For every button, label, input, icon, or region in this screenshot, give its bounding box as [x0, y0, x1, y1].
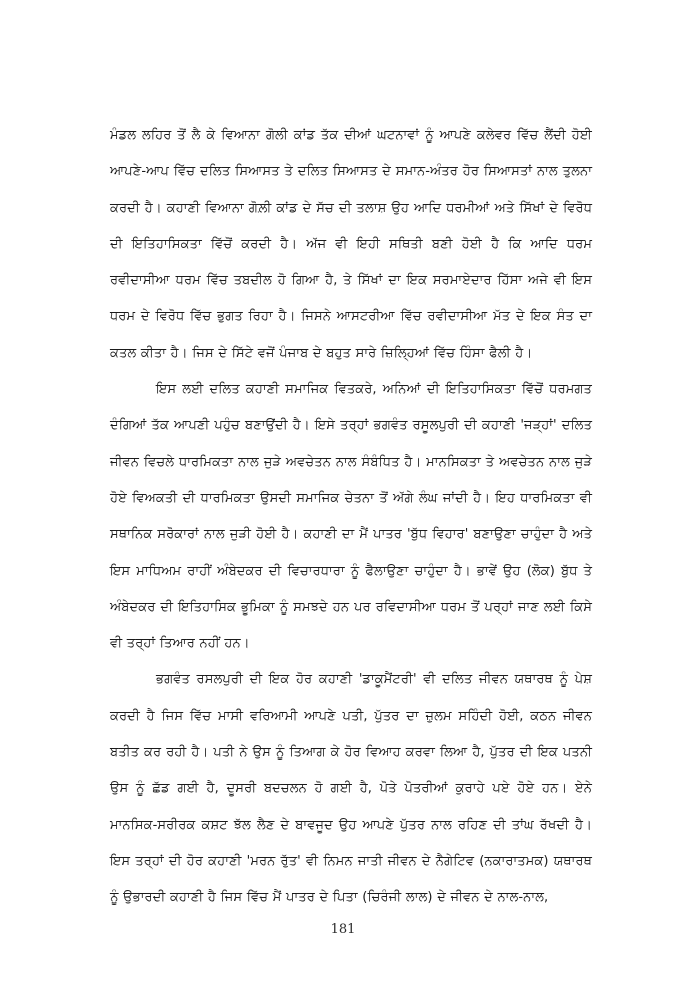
page-number: 181: [330, 922, 356, 937]
paragraph-1: ਮੰਡਲ ਲਹਿਰ ਤੋਂ ਲੈ ਕੇ ਵਿਆਨਾ ਗੋਲੀ ਕਾਂਡ ਤੱਕ ਦੀਆਂ ਘਟਨਾਵਾਂ ਨੂੰ ਆਪਣੇ ਕਲੇਵਰ ਵਿੱਚ ਲੈਂਦੀ ਹੋਈ ਆਪਣੇ-ਆਪ ਵਿੱਚ ਦਲਿਤ ਸਿਆਸਤ ਤੇ ਦਲਿਤ ਸਿਆਸਤ ਦੇ ਸਮਾਨ-ਅੰਤਰ ਹੋਰ ਸਿਆਸਤਾਂ ਨਾਲ ਤੁਲਨਾ ਕਰਦੀ ਹੈ। ਕਹਾਣੀ ਵਿਆਨਾ ਗੋਲ਼ੀ ਕਾਂਡ ਦੇ ਸੱਚ ਦੀ ਤਲਾਸ਼ ਉਹ ਆਦਿ ਧਰਮੀਆਂ ਅਤੇ ਸਿੱਖਾਂ ਦੇ ਵਿਰੋਧ ਦੀ ਇਤਿਹਾਸਿਕਤਾ ਵਿੱਚੋਂ ਕਰਦੀ ਹੈ। ਅੱਜ ਵੀ ਇਹੀ ਸਥਿਤੀ ਬਣੀ ਹੋਈ ਹੈ ਕਿ ਆਦਿ ਧਰਮ ਰਵੀਦਾਸੀਆ ਧਰਮ ਵਿੱਚ ਤਬਦੀਲ ਹੋ ਗਿਆ ਹੈ, ਤੇ ਸਿੱਖਾਂ ਦਾ ਇਕ ਸਰਮਾਏਦਾਰ ਹਿੱਸਾ ਅਜੇ ਵੀ ਇਸ ਧਰਮ ਦੇ ਵਿਰੋਧ ਵਿੱਚ ਭੁਗਤ ਰਿਹਾ ਹੈ। ਜਿਸਨੇ ਆਸਟਰੀਆ ਵਿੱਚ ਰਵੀਦਾਸੀਆ ਮੱਤ ਦੇ ਇਕ ਸੰਤ ਦਾ ਕਤਲ ਕੀਤਾ ਹੈ। ਜਿਸ ਦੇ ਸਿੱਟੇ ਵਜੋਂ ਪੰਜਾਬ ਦੇ ਬਹੁਤ ਸਾਰੇ ਜ਼ਿਲ੍ਹਿਆਂ ਵਿੱਚ ਹਿੰਸਾ ਫੈਲੀ ਹੈ।: [110, 128, 592, 361]
body-text-column: [110, 118, 592, 917]
paragraph-2: ਇਸ ਲਈ ਦਲਿਤ ਕਹਾਣੀ ਸਮਾਜਿਕ ਵਿਤਕਰੇ, ਅਨਿਆਂ ਦੀ ਇਤਿਹਾਸਿਕਤਾ ਵਿੱਚੋਂ ਧਰਮਗਤ ਦੰਗਿਆਂ ਤੱਕ ਆਪਣੀ ਪਹੁੰਚ ਬਣਾਉਂਦੀ ਹੈ। ਇਸੇ ਤਰ੍ਹਾਂ ਭਗਵੰਤ ਰਸੂਲਪੁਰੀ ਦੀ ਕਹਾਣੀ 'ਜੜ੍ਹਾਂ' ਦਲਿਤ ਜੀਵਨ ਵਿਚਲੇ ਧਾਰਮਿਕਤਾ ਨਾਲ ਜੁੜੇ ਅਵਚੇਤਨ ਨਾਲ ਸੰਬੰਧਿਤ ਹੈ। ਮਾਨਸਿਕਤਾ ਤੇ ਅਵਚੇਤਨ ਨਾਲ ਜੁੜੇ ਹੋਏ ਵਿਅਕਤੀ ਦੀ ਧਾਰਮਿਕਤਾ ਉਸਦੀ ਸਮਾਜਿਕ ਚੇਤਨਾ ਤੋਂ ਅੱਗੇ ਲੰਘ ਜਾਂਦੀ ਹੈ। ਇਹ ਧਾਰਮਿਕਤਾ ਵੀ ਸਥਾਨਿਕ ਸਰੋਕਾਰਾਂ ਨਾਲ ਜੁੜੀ ਹੋਈ ਹੈ। ਕਹਾਣੀ ਦਾ ਮੈਂ ਪਾਤਰ 'ਬੁੱਧ ਵਿਹਾਰ' ਬਣਾਉਣਾ ਚਾਹੁੰਦਾ ਹੈ ਅਤੇ ਇਸ ਮਾਧਿਅਮ ਰਾਹੀਂ ਅੰਬੇਦਕਰ ਦੀ ਵਿਚਾਰਧਾਰਾ ਨੂੰ ਫੈਲਾਉਣਾ ਚਾਹੁੰਦਾ ਹੈ। ਭਾਵੇਂ ਉਹ (ਲੋਕ) ਬੁੱਧ ਤੇ ਅੰਬੇਦਕਰ ਦੀ ਇਤਿਹਾਸਿਕ ਭੂਮਿਕਾ ਨੂੰ ਸਮਝਦੇ ਹਨ ਪਰ ਰਵਿਦਾਸੀਆ ਧਰਮ ਤੋਂ ਪਰ੍ਹਾਂ ਜਾਣ ਲਈ ਕਿਸੇ ਵੀ ਤਰ੍ਹਾਂ ਤਿਆਰ ਨਹੀਂ ਹਨ।: [110, 382, 592, 652]
paragraph-3: ਭਗਵੰਤ ਰਸਲਪੁਰੀ ਦੀ ਇਕ ਹੋਰ ਕਹਾਣੀ 'ਡਾਕੂਮੈਂਟਰੀ' ਵੀ ਦਲਿਤ ਜੀਵਨ ਯਥਾਰਥ ਨੂੰ ਪੇਸ਼ ਕਰਦੀ ਹੈ ਜਿਸ ਵਿੱਚ ਮਾਸੀ ਵਰਿਆਮੀ ਆਪਣੇ ਪਤੀ, ਪੁੱਤਰ ਦਾ ਜ਼ੁਲਮ ਸਹਿੰਦੀ ਹੋਈ, ਕਠਨ ਜੀਵਨ ਬਤੀਤ ਕਰ ਰਹੀ ਹੈ। ਪਤੀ ਨੇ ਉਸ ਨੂੰ ਤਿਆਗ ਕੇ ਹੋਰ ਵਿਆਹ ਕਰਵਾ ਲਿਆ ਹੈ, ਪੁੱਤਰ ਦੀ ਇਕ ਪਤਨੀ ਉਸ ਨੂੰ ਛੱਡ ਗਈ ਹੈ, ਦੂਸਰੀ ਬਦਚਲਨ ਹੋ ਗਈ ਹੈ, ਪੋਤੇ ਪੋਤਰੀਆਂ ਕੁਰਾਹੇ ਪਏ ਹੋਏ ਹਨ। ਏਨੇ ਮਾਨਸਿਕ-ਸਰੀਰਕ ਕਸ਼ਟ ਝੱਲ ਲੈਣ ਦੇ ਬਾਵਜੂਦ ਉਹ ਆਪਣੇ ਪੁੱਤਰ ਨਾਲ ਰਹਿਣ ਦੀ ਤਾਂਘ ਰੱਖਦੀ ਹੈ। ਇਸ ਤਰ੍ਹਾਂ ਦੀ ਹੋਰ ਕਹਾਣੀ 'ਮਰਨ ਰੁੱਤ' ਵੀ ਨਿਮਨ ਜਾਤੀ ਜੀਵਨ ਦੇ ਨੈਗੇਟਿਵ (ਨਕਾਰਾਤਮਕ) ਯਥਾਰਥ ਨੂੰ ਉਭਾਰਦੀ ਕਹਾਣੀ ਹੈ ਜਿਸ ਵਿੱਚ ਮੈਂ ਪਾਤਰ ਦੇ ਪਿਤਾ (ਚਿਰੰਜੀ ਲਾਲ) ਦੇ ਜੀਵਨ ਦੇ ਨਾਲ-ਨਾਲ,: [110, 672, 592, 906]
